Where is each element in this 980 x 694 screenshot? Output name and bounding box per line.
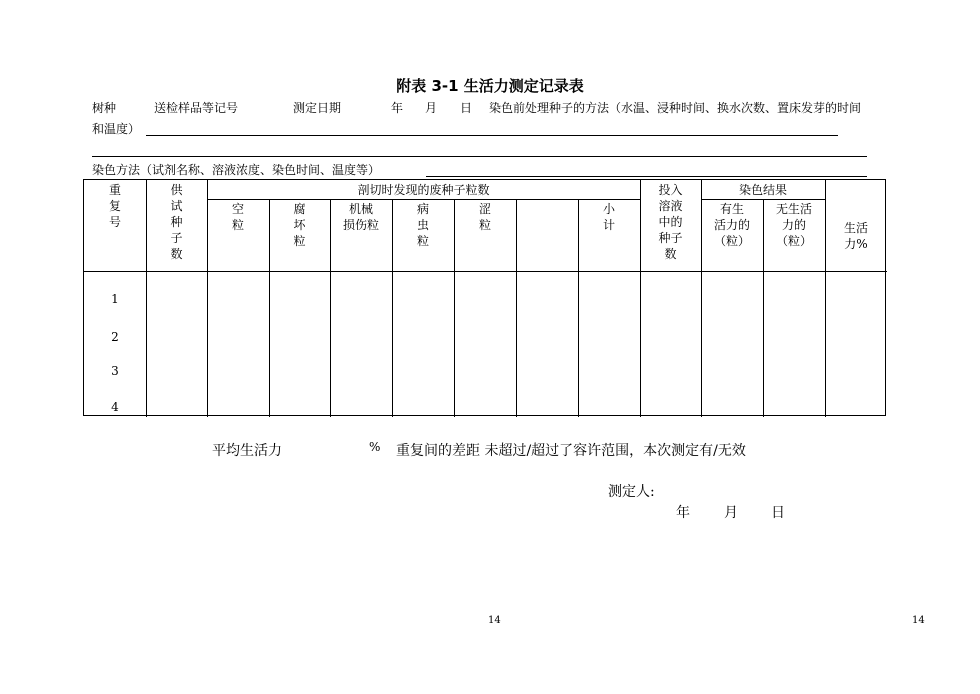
footer-day: 日 <box>771 505 785 521</box>
col-header-viability: 生活 力% <box>843 221 868 251</box>
header-line-1 <box>92 99 861 116</box>
footer-month: 月 <box>724 505 738 521</box>
fill-line-3 <box>426 176 867 177</box>
row-number: 3 <box>111 364 119 378</box>
group-header-waste: 剖切时发现的废种子粒数 <box>357 183 490 197</box>
page-number-center: 14 <box>488 615 501 626</box>
col-header-rep: 重 复 号 <box>108 183 121 229</box>
avg-viability-label: 平均生活力 <box>212 443 282 459</box>
month-label: 月 <box>425 101 438 115</box>
document-title: 附表 3-1 生活力测定记录表 <box>396 77 584 95</box>
tree-species-label: 树种 <box>92 101 117 115</box>
col-header-input: 投入 溶液 中的 种子 数 <box>658 183 683 261</box>
header-bottom-line <box>84 271 887 272</box>
year-label: 年 <box>391 101 404 115</box>
difference-statement: 重复间的差距 未超过/超过了容许范围，本次测定有/无效 <box>396 443 746 459</box>
staining-method-label: 染色方法（试剂名称、溶液浓度、染色时间、温度等） <box>92 163 381 177</box>
pretreatment-label: 染色前处理种子的方法（水温、浸种时间、换水次数、置床发芽的时间 <box>489 101 862 115</box>
col-header-viable: 有生 活力的 （粒） <box>713 202 750 248</box>
footer-year: 年 <box>676 505 690 521</box>
page-number-right: 14 <box>912 615 925 626</box>
col-header-rotten: 腐 坏 粒 <box>293 202 306 248</box>
row-number: 1 <box>111 292 119 306</box>
fill-line-1 <box>146 135 838 136</box>
day-label: 日 <box>460 101 473 115</box>
col-header-nonviable: 无生活 力的 （粒） <box>775 202 812 248</box>
percent-sign: % <box>369 440 381 454</box>
row-divider <box>207 199 640 200</box>
tester-label: 测定人: <box>608 484 655 500</box>
pretreatment-cont: 和温度） <box>92 122 141 136</box>
group-header-result: 染色结果 <box>738 183 787 197</box>
col-header-damaged: 机械 损伤粒 <box>342 202 379 232</box>
sample-reg-no-label: 送检样品等记号 <box>154 101 239 115</box>
row-number: 4 <box>111 400 119 414</box>
col-header-subtotal: 小 计 <box>602 202 615 232</box>
col-divider <box>516 199 517 417</box>
test-date-label: 测定日期 <box>293 101 342 115</box>
col-header-insect: 病 虫 粒 <box>416 202 429 248</box>
row-divider <box>701 199 825 200</box>
col-divider <box>825 180 826 417</box>
fill-line-2 <box>92 156 867 157</box>
col-header-empty: 空 粒 <box>231 202 244 232</box>
viability-record-table <box>83 179 886 416</box>
col-header-seeds: 供 试 种 子 数 <box>170 183 183 261</box>
col-header-astringent: 涩 粒 <box>478 202 491 232</box>
row-number: 2 <box>111 330 119 344</box>
